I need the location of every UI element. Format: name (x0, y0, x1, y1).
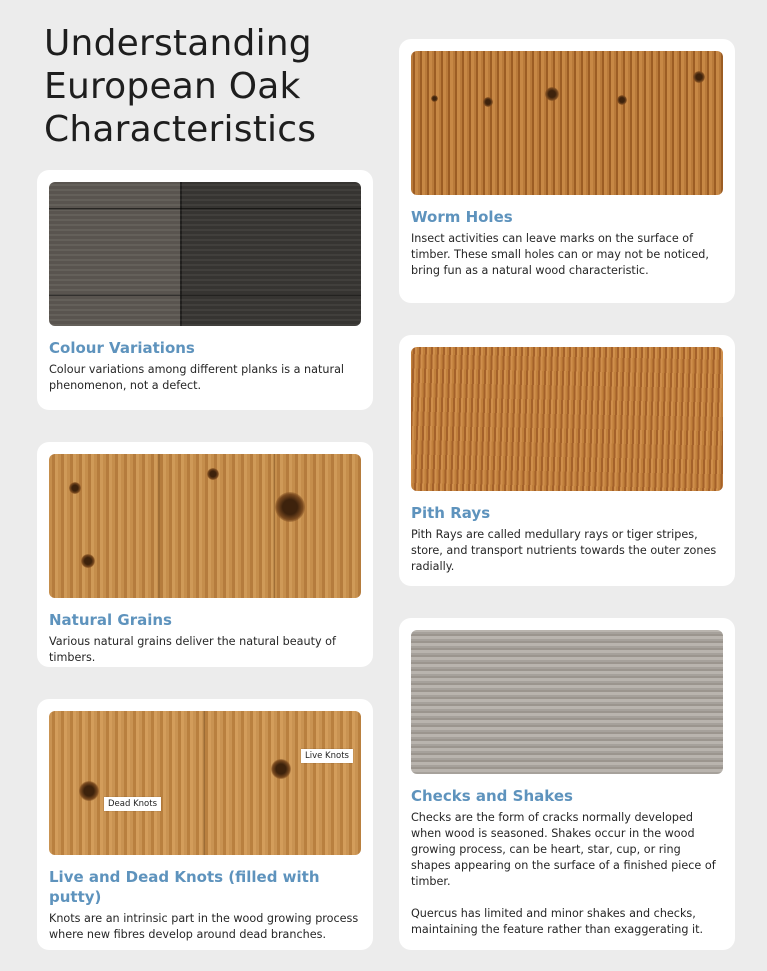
page-title-line-3: Characteristics (44, 109, 317, 150)
card-description: Various natural grains deliver the natural beauty of timbers. (49, 635, 336, 664)
page-title-line-2: European Oak (44, 66, 301, 107)
knot-mark (207, 468, 219, 480)
worm-hole-mark (693, 71, 705, 83)
knot-mark (271, 759, 291, 779)
card-natural-grains (37, 442, 373, 667)
card-description-2: Quercus has limited and minor shakes and checks, maintaining the feature rather than exaggerating it. (411, 907, 704, 936)
card-description: Insect activities can leave marks on the surface of timber. These small holes can or may not be noticed, bring fun as a natural wood characteristic. (411, 232, 709, 277)
card-title: Pith Rays (411, 504, 491, 522)
knot-mark (79, 781, 99, 801)
knots-photo (49, 711, 361, 855)
card-pith-rays (399, 335, 735, 586)
natural-grains-photo (49, 454, 361, 598)
worm-hole-mark (483, 97, 493, 107)
worm-holes-photo (411, 51, 723, 195)
card-title: Natural Grains (49, 611, 172, 629)
live-knots-label: Live Knots (301, 749, 353, 763)
card-title: Worm Holes (411, 208, 513, 226)
page-title (44, 22, 316, 151)
pith-rays-photo (411, 347, 723, 491)
card-title: Live and Dead Knots (filled with putty) (49, 868, 320, 906)
card-title: Checks and Shakes (411, 787, 573, 805)
knot-mark (69, 482, 81, 494)
knot-mark (275, 492, 305, 522)
page-title-line-1: Understanding (44, 23, 312, 64)
card-title: Colour Variations (49, 339, 195, 357)
card-description: Knots are an intrinsic part in the wood growing process where new fibres develop around dead branches. (49, 912, 359, 941)
worm-hole-mark (617, 95, 627, 105)
worm-hole-mark (545, 87, 559, 101)
checks-shakes-photo (411, 630, 723, 774)
card-colour-variations (37, 170, 373, 410)
card-description: Checks are the form of cracks normally developed when wood is seasoned. Shakes occur in the wood growing process, can be heart, star, cup, or ring shapes appearing on the surface of a finished piece of timber. (411, 811, 716, 888)
card-description: Colour variations among different planks is a natural phenomenon, not a defect. (49, 363, 345, 392)
card-live-dead-knots (37, 699, 373, 950)
worm-hole-mark (431, 95, 438, 102)
dead-knots-label: Dead Knots (104, 797, 161, 811)
knot-mark (81, 554, 95, 568)
card-checks-shakes (399, 618, 735, 950)
card-worm-holes (399, 39, 735, 303)
colour-variations-photo (49, 182, 361, 326)
card-description: Pith Rays are called medullary rays or tiger stripes, store, and transport nutrients towards the outer zones radially. (411, 528, 717, 573)
